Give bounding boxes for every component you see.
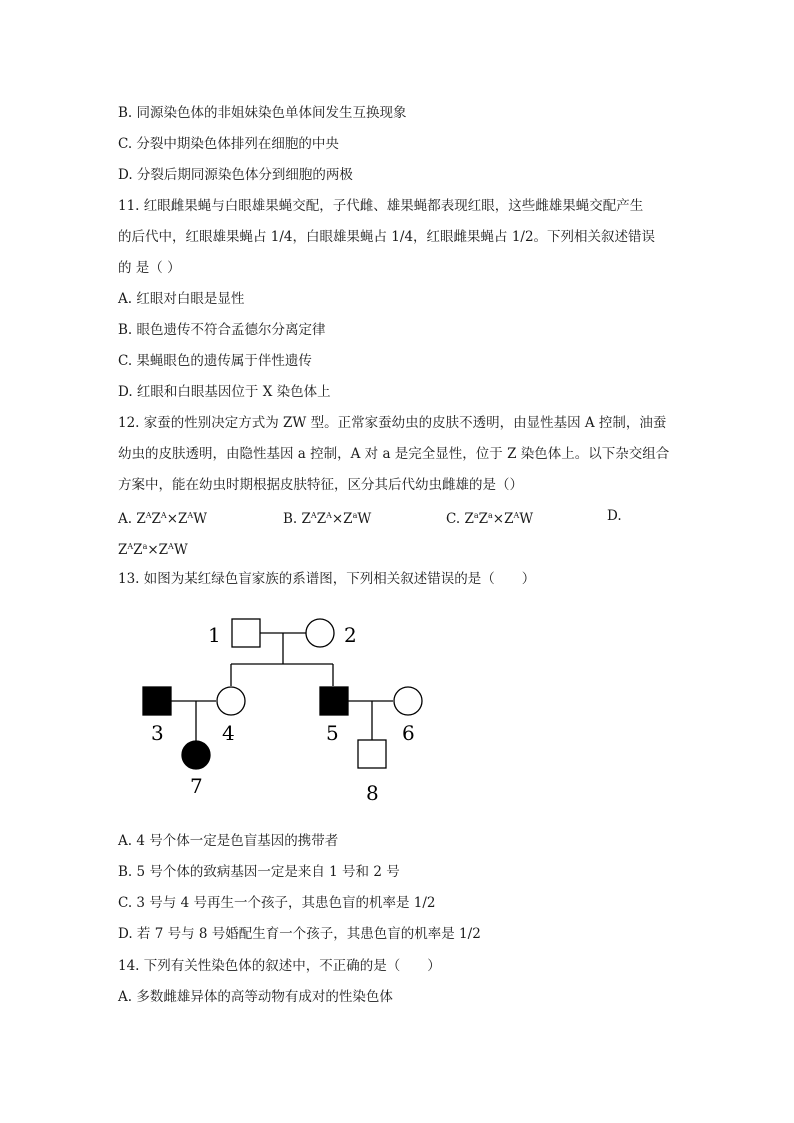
label-6: 6 xyxy=(402,721,415,745)
individual-3-affected-male xyxy=(143,687,171,715)
q12-stem-line-1: 12. 家蚕的性别决定方式为 ZW 型。正常家蚕幼虫的皮肤不透明，由显性基因 A 控制，油蚕 xyxy=(118,415,667,431)
pedigree-diagram xyxy=(0,600,794,830)
q12-stem-line-3: 方案中，能在幼虫时期根据皮肤特征，区分其后代幼虫雌雄的是（） xyxy=(118,477,523,493)
q12-option-d-label: D. xyxy=(607,508,622,524)
q11-stem-line-2: 的后代中，红眼雄果蝇占 1/4，白眼雄果蝇占 1/4，红眼雌果蝇占 1/2。下列相关叙述错误 xyxy=(118,229,656,245)
q11-stem-line-1: 11. 红眼雌果蝇与白眼雄果蝇交配，子代雌、雄果蝇都表现红眼，这些雌雄果蝇交配产生 xyxy=(118,198,644,214)
individual-5-affected-male xyxy=(320,687,348,715)
individual-7-affected-female xyxy=(182,741,210,769)
q11-option-a: A. 红眼对白眼是显性 xyxy=(118,291,245,307)
label-4: 4 xyxy=(222,721,235,745)
label-3: 3 xyxy=(151,721,164,745)
individual-6-female xyxy=(394,687,422,715)
label-7: 7 xyxy=(190,774,203,798)
q12-option-d-genotype: $Z^AZ^a\times Z^AW$ xyxy=(118,542,188,558)
label-1: 1 xyxy=(208,623,221,647)
individual-2-female xyxy=(306,619,334,647)
line-q10-option-b: B. 同源染色体的非姐妹染色单体间发生互换现象 xyxy=(118,105,407,121)
q13-option-d: D. 若 7 号与 8 号婚配生育一个孩子，其患色盲的机率是 1/2 xyxy=(118,926,481,942)
q11-option-b: B. 眼色遗传不符合孟德尔分离定律 xyxy=(118,322,326,338)
q14-stem: 14. 下列有关性染色体的叙述中，不正确的是（ ） xyxy=(118,958,441,974)
q13-option-b: B. 5 号个体的致病基因一定是来自 1 号和 2 号 xyxy=(118,864,400,880)
line-q10-option-c: C. 分裂中期染色体排列在细胞的中央 xyxy=(118,136,339,152)
individual-4-female xyxy=(217,687,245,715)
q13-option-a: A. 4 号个体一定是色盲基因的携带者 xyxy=(118,833,339,849)
q13-option-c: C. 3 号与 4 号再生一个孩子，其患色盲的机率是 1/2 xyxy=(118,895,436,911)
individual-8-male xyxy=(358,740,386,768)
label-5: 5 xyxy=(326,721,339,745)
q13-stem: 13. 如图为某红绿色盲家族的系谱图，下列相关叙述错误的是（ ） xyxy=(118,571,536,587)
label-8: 8 xyxy=(366,781,379,805)
q12-option-c: C. $Z^aZ^a\times Z^AW$ xyxy=(446,511,534,527)
q12-option-b: B. $Z^AZ^A\times Z^aW$ xyxy=(283,511,372,527)
q11-option-d: D. 红眼和白眼基因位于 X 染色体上 xyxy=(118,384,331,400)
q11-stem-line-3: 的 是（ ） xyxy=(118,260,181,276)
q12-stem-line-2: 幼虫的皮肤透明，由隐性基因 a 控制，A 对 a 是完全显性，位于 Z 染色体上。以下杂交组合 xyxy=(118,446,670,462)
q14-option-a: A. 多数雌雄异体的高等动物有成对的性染色体 xyxy=(118,989,393,1005)
individual-1-male xyxy=(232,619,260,647)
label-2: 2 xyxy=(344,623,357,647)
line-q10-option-d: D. 分裂后期同源染色体分到细胞的两极 xyxy=(118,167,353,183)
q11-option-c: C. 果蝇眼色的遗传属于伴性遗传 xyxy=(118,353,312,369)
q12-option-a: A. $Z^AZ^A\times Z^AW$ xyxy=(118,511,208,527)
